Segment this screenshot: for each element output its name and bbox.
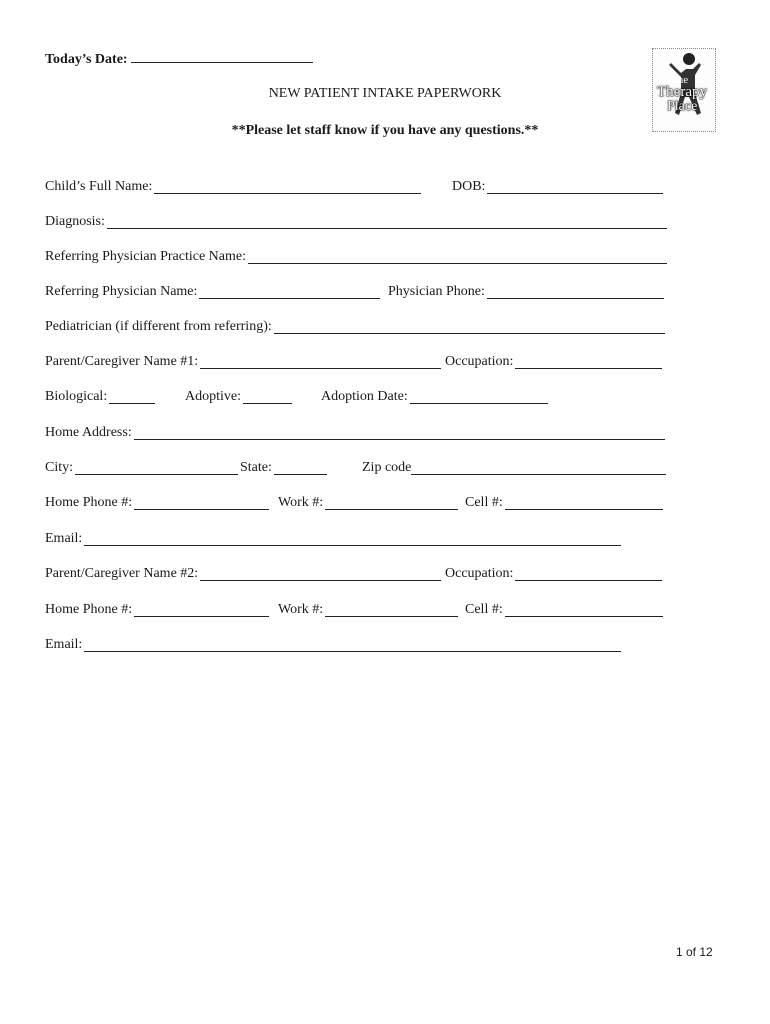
ref-practice-field[interactable] — [45, 250, 667, 264]
biological-blank[interactable] — [109, 391, 155, 404]
home-phone1-field[interactable] — [45, 496, 269, 510]
home-phone2-blank[interactable] — [134, 604, 269, 617]
dob-label: DOB: — [452, 179, 486, 194]
diagnosis-label: Diagnosis: — [45, 214, 105, 229]
parent1-name-blank[interactable] — [200, 356, 441, 369]
adoptive-blank[interactable] — [243, 391, 292, 404]
biological-label: Biological: — [45, 389, 108, 404]
cell1-label: Cell #: — [465, 495, 503, 510]
occupation1-label: Occupation: — [445, 354, 514, 369]
physician-phone-blank[interactable] — [487, 286, 664, 299]
zip-label: Zip code — [362, 460, 412, 475]
adoptive-field[interactable] — [185, 390, 292, 404]
adoption-date-field[interactable] — [321, 390, 548, 404]
home-address-label: Home Address: — [45, 425, 132, 440]
cell1-field[interactable] — [465, 496, 663, 510]
logo-text-therapy: Therapy — [657, 84, 707, 100]
state-label: State: — [240, 460, 272, 475]
child-name-blank[interactable] — [154, 181, 421, 194]
email2-label: Email: — [45, 637, 83, 652]
city-label: City: — [45, 460, 74, 475]
ref-practice-blank[interactable] — [248, 251, 667, 264]
biological-field[interactable] — [45, 390, 155, 404]
parent1-name-label: Parent/Caregiver Name #1: — [45, 354, 199, 369]
email2-blank[interactable] — [84, 639, 621, 652]
home-address-field[interactable] — [45, 426, 665, 440]
physician-phone-field[interactable] — [388, 285, 664, 299]
cell2-field[interactable] — [465, 603, 663, 617]
cell2-blank[interactable] — [505, 604, 663, 617]
physician-phone-label: Physician Phone: — [388, 284, 485, 299]
cell2-label: Cell #: — [465, 602, 503, 617]
therapy-place-logo — [652, 48, 716, 132]
state-field[interactable] — [240, 461, 327, 475]
work2-blank[interactable] — [325, 604, 458, 617]
ref-name-label: Referring Physician Name: — [45, 284, 198, 299]
todays-date-label: Today’s Date: — [45, 52, 128, 67]
occupation2-field[interactable] — [445, 567, 662, 581]
page-subtitle: **Please let staff know if you have any questions.** — [231, 123, 539, 138]
occupation2-label: Occupation: — [445, 566, 514, 581]
email1-label: Email: — [45, 531, 83, 546]
pediatrician-label: Pediatrician (if different from referring): — [45, 319, 272, 334]
page-number: 1 of 12 — [676, 945, 713, 959]
todays-date-blank[interactable] — [131, 48, 313, 63]
pediatrician-blank[interactable] — [274, 321, 665, 334]
home-phone1-blank[interactable] — [134, 497, 269, 510]
email2-field[interactable] — [45, 638, 621, 652]
work2-label: Work #: — [278, 602, 324, 617]
email1-field[interactable] — [45, 532, 621, 546]
occupation1-field[interactable] — [445, 355, 662, 369]
ref-name-field[interactable] — [45, 285, 380, 299]
dob-blank[interactable] — [487, 181, 663, 194]
zip-field[interactable] — [362, 461, 666, 475]
city-field[interactable] — [45, 461, 238, 475]
home-address-blank[interactable] — [134, 427, 665, 440]
cell1-blank[interactable] — [505, 497, 663, 510]
parent2-name-field[interactable] — [45, 567, 441, 581]
occupation2-blank[interactable] — [515, 568, 662, 581]
adoption-date-label: Adoption Date: — [321, 389, 408, 404]
parent2-name-blank[interactable] — [200, 568, 441, 581]
home-phone1-label: Home Phone #: — [45, 495, 133, 510]
ref-name-blank[interactable] — [199, 286, 380, 299]
work1-blank[interactable] — [325, 497, 458, 510]
adoptive-label: Adoptive: — [185, 389, 241, 404]
state-blank[interactable] — [274, 462, 327, 475]
logo-text-place: Place — [667, 99, 698, 114]
diagnosis-field[interactable] — [45, 215, 667, 229]
dob-field[interactable] — [452, 180, 663, 194]
parent2-name-label: Parent/Caregiver Name #2: — [45, 566, 199, 581]
home-phone2-field[interactable] — [45, 603, 269, 617]
todays-date-field[interactable] — [45, 48, 313, 68]
parent1-name-field[interactable] — [45, 355, 441, 369]
work1-label: Work #: — [278, 495, 324, 510]
zip-blank[interactable] — [411, 462, 666, 475]
ref-practice-label: Referring Physician Practice Name: — [45, 249, 246, 264]
home-phone2-label: Home Phone #: — [45, 602, 133, 617]
child-name-field[interactable] — [45, 180, 421, 194]
adoption-date-blank[interactable] — [410, 391, 548, 404]
email1-blank[interactable] — [84, 533, 621, 546]
logo-text-the: The — [671, 74, 689, 86]
diagnosis-blank[interactable] — [107, 216, 667, 229]
occupation1-blank[interactable] — [515, 356, 662, 369]
city-blank[interactable] — [75, 462, 238, 475]
work1-field[interactable] — [278, 496, 458, 510]
pediatrician-field[interactable] — [45, 320, 665, 334]
page-title: NEW PATIENT INTAKE PAPERWORK — [268, 86, 502, 101]
work2-field[interactable] — [278, 603, 458, 617]
child-name-label: Child’s Full Name: — [45, 179, 153, 194]
